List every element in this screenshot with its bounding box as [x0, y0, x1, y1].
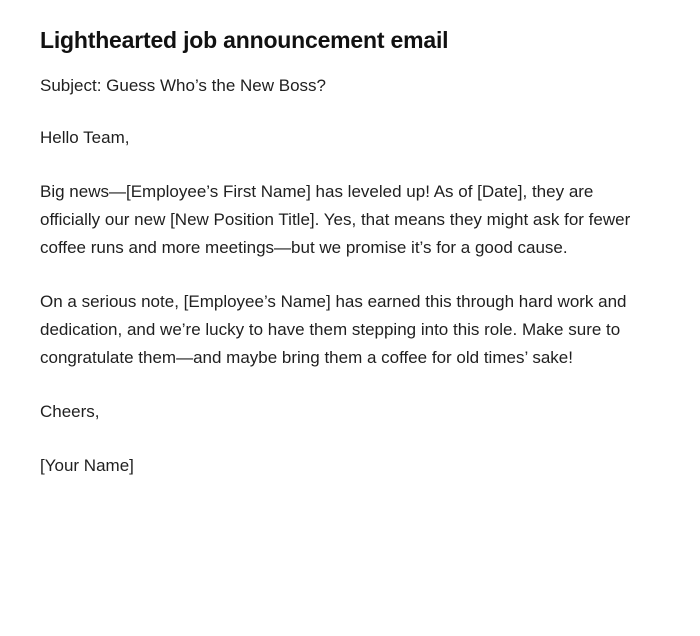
email-body-paragraph-1: Big news—[Employee’s First Name] has leveled up! As of [Date], they are officially our new [New Position Title]. Yes, that means they might ask for fewer coffee runs and more meetings—but we promise it’s for a good cause.	[40, 181, 631, 258]
email-signature: [Your Name]	[40, 456, 134, 476]
email-body-paragraph-2: On a serious note, [Employee’s Name] has earned this through hard work and dedication, and we’re lucky to have them stepping into this role. Make sure to congratulate them—and maybe bring them a coffee for old times’ sake!	[40, 292, 627, 368]
page-title: Lighthearted job announcement email	[40, 27, 449, 53]
email-greeting: Hello Team,	[40, 127, 130, 147]
email-subject-line: Subject: Guess Who’s the New Boss?	[40, 75, 326, 95]
email-sign-off: Cheers,	[40, 402, 100, 422]
